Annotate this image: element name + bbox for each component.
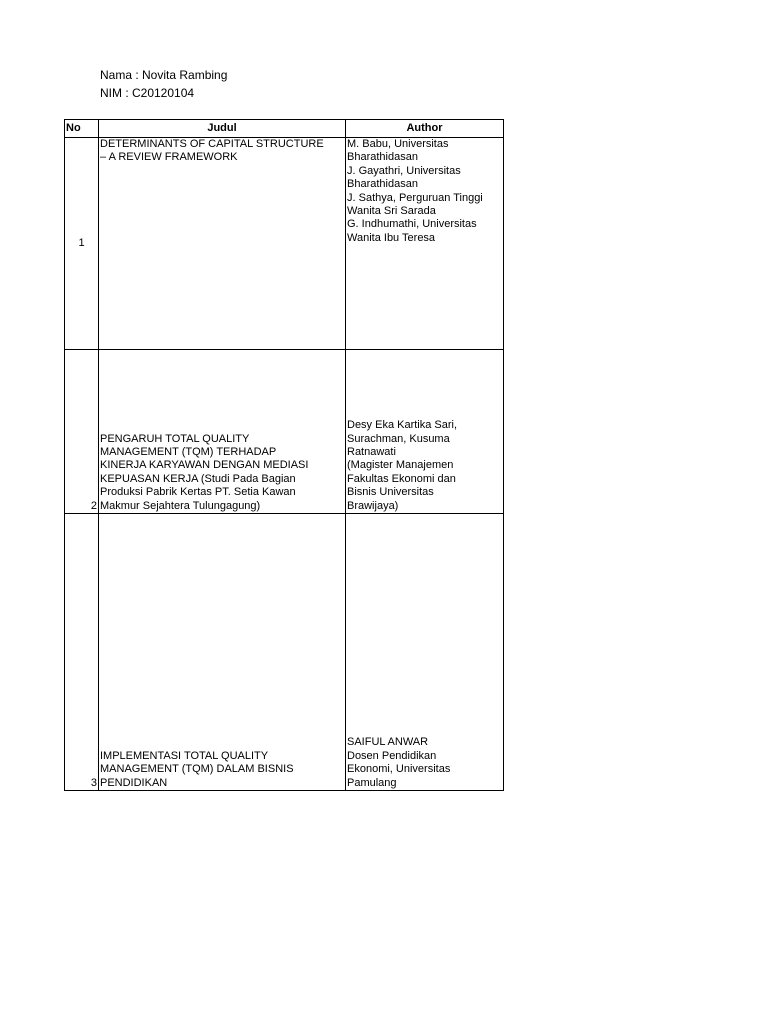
table-row (65, 514, 504, 791)
title-cell (99, 138, 346, 350)
column-header-judul: Judul (99, 120, 346, 138)
title-line: PENGARUH TOTAL QUALITY (100, 432, 250, 445)
title-cell (99, 514, 346, 791)
title-line: PENDIDIKAN (100, 776, 168, 789)
title-line: MANAGEMENT (TQM) TERHADAP (100, 445, 277, 458)
author-line: (Magister Manajemen (347, 459, 454, 472)
author-line: Ekonomi, Universitas (347, 763, 451, 776)
table-row (65, 350, 504, 514)
author-line: M. Babu, Universitas (347, 138, 449, 150)
row-number: 2 (65, 350, 99, 514)
author-cell (346, 514, 504, 791)
table-header-row (65, 120, 504, 138)
author-line: J. Sathya, Perguruan Tinggi (347, 191, 483, 204)
row-number: 1 (65, 138, 99, 350)
title-line: MANAGEMENT (TQM) DALAM BISNIS (100, 763, 294, 776)
author-line: Fakultas Ekonomi dan (347, 472, 456, 485)
author-line: Bisnis Universitas (347, 486, 434, 499)
journal-table (64, 119, 504, 791)
column-header-author: Author (346, 120, 504, 138)
student-nim: NIM : C20120104 (100, 86, 195, 100)
title-line: – A REVIEW FRAMEWORK (100, 151, 238, 164)
title-cell (99, 350, 346, 514)
author-line: Wanita Ibu Teresa (347, 231, 436, 244)
title-line: KINERJA KARYAWAN DENGAN MEDIASI (100, 459, 309, 472)
author-line: Brawijaya) (347, 499, 399, 512)
author-line: Wanita Sri Sarada (347, 205, 436, 218)
author-line: Pamulang (347, 776, 397, 789)
author-line: Dosen Pendidikan (347, 749, 437, 762)
author-line: Surachman, Kusuma (347, 432, 450, 445)
student-name: Nama : Novita Rambing (100, 68, 228, 82)
author-line: Desy Eka Kartika Sari, (347, 419, 458, 432)
author-cell (346, 350, 504, 514)
author-line: Bharathidasan (347, 178, 418, 191)
author-line: Bharathidasan (347, 151, 418, 164)
title-line: Produksi Pabrik Kertas PT. Setia Kawan (100, 486, 296, 499)
title-line: KEPUASAN KERJA (Studi Pada Bagian (100, 472, 296, 485)
author-line: G. Indhumathi, Universitas (347, 218, 477, 231)
title-line: IMPLEMENTASI TOTAL QUALITY (100, 749, 269, 762)
title-line: Makmur Sejahtera Tulungagung) (100, 499, 261, 512)
row-number: 3 (65, 514, 99, 791)
author-line: J. Gayathri, Universitas (347, 164, 461, 177)
author-cell (346, 138, 504, 350)
title-line: DETERMINANTS OF CAPITAL STRUCTURE (100, 138, 324, 150)
table-row (65, 138, 504, 350)
author-line: Ratnawati (347, 445, 396, 458)
column-header-no: No (65, 120, 99, 138)
author-line: SAIFUL ANWAR (347, 736, 429, 749)
